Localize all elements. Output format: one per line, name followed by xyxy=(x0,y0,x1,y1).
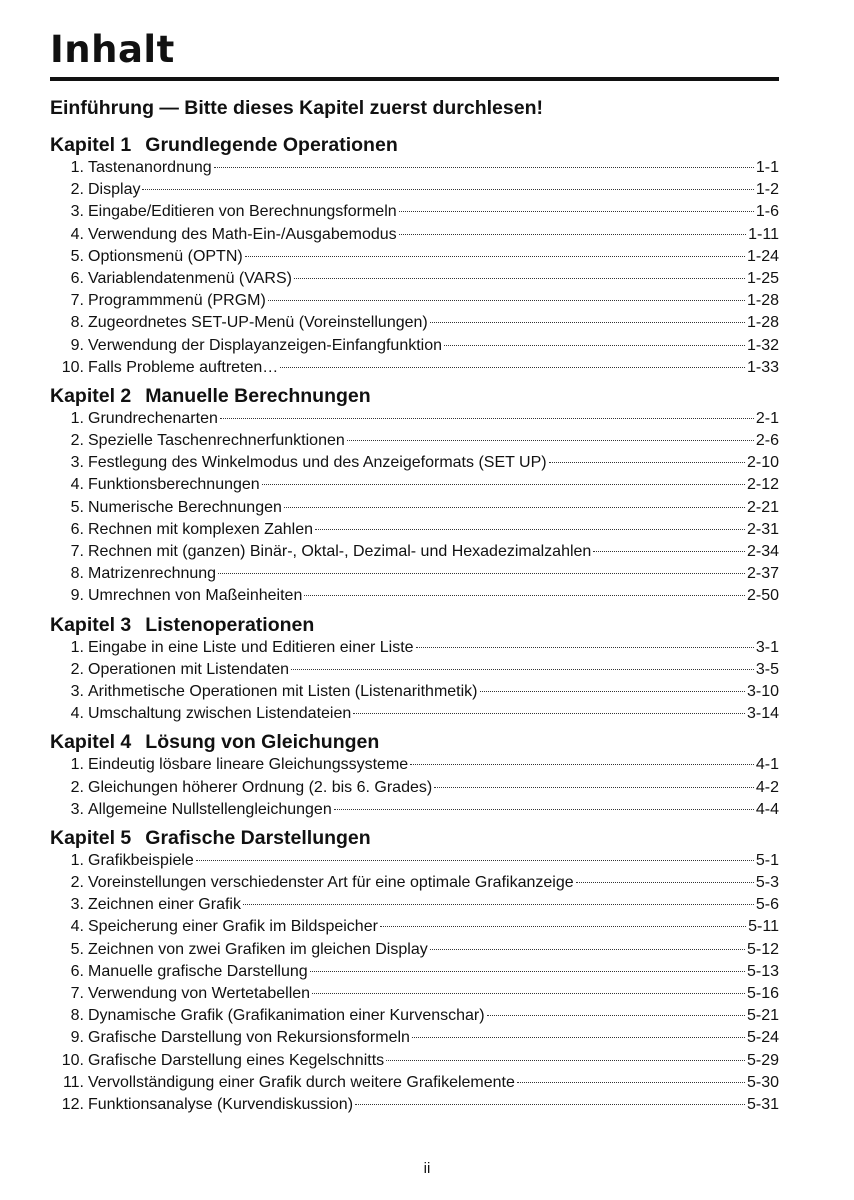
entry-title: Vervollständigung einer Grafik durch weitere Grafikelemente xyxy=(88,1073,515,1091)
dot-leader xyxy=(196,860,754,861)
chapter-title: Manuelle Berechnungen xyxy=(145,384,371,407)
dot-leader xyxy=(444,345,745,346)
chapter-section xyxy=(50,384,779,608)
entry-number: 11. xyxy=(62,1073,84,1091)
dot-leader xyxy=(430,949,745,950)
toc-entry[interactable] xyxy=(50,290,779,312)
entry-page-ref: 1-28 xyxy=(746,292,779,310)
entry-number: 3. xyxy=(70,203,84,221)
entry-title: Allgemeine Nullstellengleichungen xyxy=(88,800,332,818)
entry-title: Rechnen mit komplexen Zahlen xyxy=(88,520,314,538)
entry-number: 1. xyxy=(70,409,84,427)
entry-title: Verwendung des Math-Ein-/Ausgabemodus xyxy=(88,225,397,243)
entry-title: Grafische Darstellung eines Kegelschnitts xyxy=(88,1051,385,1069)
chapter-label: Kapitel 4 xyxy=(50,731,132,754)
table-of-contents xyxy=(50,133,779,1121)
entry-title: Voreinstellungen verschiedenster Art für eine optimale Grafikanzeige xyxy=(88,874,574,892)
toc-entry[interactable] xyxy=(50,1094,779,1116)
entry-page-ref: 2-50 xyxy=(746,587,779,605)
entry-page-ref: 5-16 xyxy=(746,985,779,1002)
entry-number: 3. xyxy=(70,800,84,818)
dot-leader xyxy=(380,926,746,927)
entry-page-ref: 2-37 xyxy=(746,565,779,583)
entry-title: Programmmenü (PRGM) xyxy=(88,292,266,310)
toc-entry[interactable] xyxy=(50,452,779,474)
entry-title: Festlegung des Winkelmodus und des Anzeigeformats (SET UP) xyxy=(88,454,547,472)
entry-page-ref: 2-6 xyxy=(755,432,779,450)
entry-title: Grundrechenarten xyxy=(88,409,218,427)
entry-number: 2. xyxy=(70,778,84,796)
dot-leader xyxy=(549,462,745,463)
entry-number: 4. xyxy=(70,225,84,243)
entry-title: Matrizenrechnung xyxy=(88,565,217,583)
dot-leader xyxy=(245,256,745,257)
entry-number: 3. xyxy=(70,896,84,914)
entry-title: Zeichnen einer Grafik xyxy=(88,896,241,914)
toc-entry[interactable] xyxy=(50,939,779,961)
entry-title: Grafikbeispiele xyxy=(88,851,194,869)
chapter-label: Kapitel 5 xyxy=(50,826,132,849)
chapter-title: Grafische Darstellungen xyxy=(145,826,371,849)
chapter-section xyxy=(50,613,779,726)
entry-title: Falls Probleme auftreten… xyxy=(88,358,279,376)
toc-entry[interactable] xyxy=(50,563,779,585)
dot-leader xyxy=(353,713,745,714)
dot-leader xyxy=(347,440,754,441)
entry-title: Tastenanordnung xyxy=(88,159,212,176)
entry-page-ref: 5-24 xyxy=(746,1029,779,1047)
entry-page-ref: 3-1 xyxy=(755,638,779,656)
page-number: ii xyxy=(423,1160,431,1177)
dot-leader xyxy=(262,484,745,485)
toc-entry[interactable] xyxy=(50,1072,779,1094)
entry-page-ref: 2-1 xyxy=(755,409,779,427)
toc-entry[interactable] xyxy=(50,961,779,983)
entry-number: 9. xyxy=(70,1029,84,1047)
dot-leader xyxy=(517,1082,745,1083)
entry-number: 6. xyxy=(70,520,84,538)
dot-leader xyxy=(434,787,754,788)
dot-leader xyxy=(430,322,745,323)
chapter-heading[interactable] xyxy=(50,613,779,637)
entry-title: Optionsmenü (OPTN) xyxy=(88,247,243,265)
entry-number: 3. xyxy=(70,682,84,700)
toc-entry[interactable] xyxy=(50,246,779,268)
dot-leader xyxy=(386,1060,745,1061)
entry-page-ref: 5-1 xyxy=(755,851,779,869)
entry-page-ref: 1-32 xyxy=(746,336,779,354)
toc-entry[interactable] xyxy=(50,983,779,1005)
entry-page-ref: 2-12 xyxy=(746,476,779,494)
entry-title: Verwendung der Displayanzeigen-Einfangfunktion xyxy=(88,336,443,354)
toc-entry[interactable] xyxy=(50,681,779,703)
entry-number: 4. xyxy=(70,705,84,723)
chapter-title: Lösung von Gleichungen xyxy=(145,731,380,754)
toc-entry[interactable] xyxy=(50,637,779,659)
entry-title: Funktionsberechnungen xyxy=(88,476,260,494)
toc-entry[interactable] xyxy=(50,894,779,916)
entry-number: 7. xyxy=(70,292,84,310)
dot-leader xyxy=(218,573,745,574)
dot-leader xyxy=(416,647,754,648)
entry-number: 1. xyxy=(70,638,84,656)
entry-number: 10. xyxy=(61,1051,84,1069)
chapter-section xyxy=(50,730,779,821)
dot-leader xyxy=(576,882,754,883)
chapter-section xyxy=(50,826,779,1116)
dot-leader xyxy=(593,551,745,552)
entry-title: Variablendatenmenü (VARS) xyxy=(88,269,292,287)
chapter-heading[interactable] xyxy=(50,730,779,754)
entry-page-ref: 1-2 xyxy=(755,181,779,199)
entry-number: 5. xyxy=(70,940,84,958)
toc-entry[interactable] xyxy=(50,659,779,681)
dot-leader xyxy=(315,529,745,530)
toc-entry[interactable] xyxy=(50,408,779,430)
intro-heading[interactable]: Einführung — Bitte dieses Kapitel zuerst durchlesen! xyxy=(50,97,543,119)
entry-number: 6. xyxy=(70,269,84,287)
entry-page-ref: 4-2 xyxy=(755,778,779,796)
entry-number: 5. xyxy=(70,247,84,265)
entry-number: 4. xyxy=(70,918,84,936)
dot-leader xyxy=(487,1015,745,1016)
toc-entry[interactable] xyxy=(50,916,779,938)
entry-title: Zugeordnetes SET-UP-Menü (Voreinstellungen) xyxy=(88,314,428,332)
dot-leader xyxy=(214,167,754,168)
dot-leader xyxy=(243,904,754,905)
entry-page-ref: 5-11 xyxy=(748,918,779,936)
entry-number: 3. xyxy=(70,454,84,472)
entry-title: Eindeutig lösbare lineare Gleichungssysteme xyxy=(88,756,409,774)
dot-leader xyxy=(480,691,745,692)
dot-leader xyxy=(280,367,745,368)
dot-leader xyxy=(220,418,754,419)
entry-title: Verwendung von Wertetabellen xyxy=(88,985,311,1002)
entry-number: 5. xyxy=(70,498,84,516)
entry-title: Zeichnen von zwei Grafiken im gleichen Display xyxy=(88,940,428,958)
entry-page-ref: 1-28 xyxy=(746,314,779,332)
entry-number: 8. xyxy=(70,314,84,332)
toc-entry[interactable] xyxy=(50,519,779,541)
entry-page-ref: 4-1 xyxy=(755,756,779,774)
chapter-label: Kapitel 1 xyxy=(50,134,132,156)
entry-number: 1. xyxy=(70,756,84,774)
entry-page-ref: 5-31 xyxy=(746,1095,779,1113)
entry-title: Manuelle grafische Darstellung xyxy=(88,962,308,980)
dot-leader xyxy=(304,595,745,596)
entry-title: Dynamische Grafik (Grafikanimation einer Kurvenschar) xyxy=(88,1007,485,1025)
entry-page-ref: 5-13 xyxy=(746,962,779,980)
entry-title: Gleichungen höherer Ordnung (2. bis 6. Grades) xyxy=(88,778,433,796)
chapter-label: Kapitel 3 xyxy=(50,613,132,636)
toc-entry[interactable] xyxy=(50,179,779,201)
entry-title: Funktionsanalyse (Kurvendiskussion) xyxy=(88,1095,354,1113)
entry-title: Umschaltung zwischen Listendateien xyxy=(88,705,352,723)
toc-entry[interactable] xyxy=(50,703,779,725)
dot-leader xyxy=(312,993,745,994)
dot-leader xyxy=(310,971,745,972)
toc-entry[interactable] xyxy=(50,268,779,290)
entry-page-ref: 5-12 xyxy=(746,940,779,958)
entry-title: Display xyxy=(88,181,141,199)
entry-page-ref: 2-34 xyxy=(746,543,779,560)
entry-title: Grafische Darstellung von Rekursionsformeln xyxy=(88,1029,410,1047)
dot-leader xyxy=(142,189,753,190)
entry-page-ref: 5-6 xyxy=(755,896,779,914)
entry-page-ref: 1-33 xyxy=(746,358,779,376)
entry-number: 7. xyxy=(70,543,84,560)
chapter-title: Listenoperationen xyxy=(145,613,315,636)
chapter-label: Kapitel 2 xyxy=(50,384,132,407)
entry-page-ref: 1-11 xyxy=(748,225,779,243)
toc-entry[interactable] xyxy=(50,850,779,872)
entry-number: 2. xyxy=(70,660,84,678)
toc-entry[interactable] xyxy=(50,497,779,519)
title-divider xyxy=(50,77,779,81)
toc-entry[interactable] xyxy=(50,474,779,496)
entry-number: 1. xyxy=(70,851,84,869)
entry-page-ref: 5-29 xyxy=(746,1051,779,1069)
toc-entry[interactable] xyxy=(50,430,779,452)
entry-page-ref: 4-4 xyxy=(755,800,779,818)
entry-page-ref: 1-25 xyxy=(746,269,779,287)
chapter-heading[interactable] xyxy=(50,384,779,408)
entry-number: 6. xyxy=(70,962,84,980)
toc-entry[interactable] xyxy=(50,357,779,379)
toc-entry[interactable] xyxy=(50,312,779,334)
dot-leader xyxy=(399,211,754,212)
chapter-title: Grundlegende Operationen xyxy=(145,134,398,156)
dot-leader xyxy=(412,1037,745,1038)
entry-page-ref: 2-31 xyxy=(746,520,779,538)
entry-page-ref: 5-30 xyxy=(746,1073,779,1091)
entry-number: 8. xyxy=(70,1007,84,1025)
entry-number: 2. xyxy=(70,432,84,450)
dot-leader xyxy=(334,809,754,810)
entry-number: 4. xyxy=(70,476,84,494)
dot-leader xyxy=(355,1104,745,1105)
entry-page-ref: 1-24 xyxy=(746,247,779,265)
entry-page-ref: 3-5 xyxy=(755,660,779,678)
entry-title: Operationen mit Listendaten xyxy=(88,660,290,678)
entry-page-ref: 3-10 xyxy=(746,682,779,700)
entry-page-ref: 1-6 xyxy=(755,203,779,221)
entry-page-ref: 5-21 xyxy=(746,1007,779,1025)
entry-number: 2. xyxy=(70,874,84,892)
dot-leader xyxy=(294,278,745,279)
entry-number: 7. xyxy=(70,985,84,1002)
entry-number: 8. xyxy=(70,565,84,583)
entry-number: 9. xyxy=(70,336,84,354)
entry-page-ref: 5-3 xyxy=(755,874,779,892)
dot-leader xyxy=(399,234,747,235)
entry-title: Rechnen mit (ganzen) Binär-, Oktal-, Dezimal- und Hexadezimalzahlen xyxy=(88,543,592,560)
entry-page-ref: 2-21 xyxy=(746,498,779,516)
toc-entry[interactable] xyxy=(50,1005,779,1027)
toc-entry[interactable] xyxy=(50,777,779,799)
entry-number: 9. xyxy=(70,587,84,605)
entry-title: Eingabe in eine Liste und Editieren einer Liste xyxy=(88,638,414,656)
entry-title: Numerische Berechnungen xyxy=(88,498,282,516)
dot-leader xyxy=(291,669,754,670)
entry-title: Umrechnen von Maßeinheiten xyxy=(88,587,303,605)
toc-entry[interactable] xyxy=(50,335,779,357)
entry-number: 10. xyxy=(61,358,84,376)
dot-leader xyxy=(410,764,754,765)
toc-entry[interactable] xyxy=(50,224,779,246)
toc-entry[interactable] xyxy=(50,1050,779,1072)
toc-entry[interactable] xyxy=(50,585,779,607)
entry-number: 1. xyxy=(70,159,84,176)
entry-number: 2. xyxy=(70,181,84,199)
chapter-heading[interactable] xyxy=(50,826,779,850)
toc-entry[interactable] xyxy=(50,157,779,179)
entry-page-ref: 1-1 xyxy=(755,159,779,176)
toc-entry[interactable] xyxy=(50,541,779,563)
entry-title: Speicherung einer Grafik im Bildspeicher xyxy=(88,918,378,936)
entry-title: Eingabe/Editieren von Berechnungsformeln xyxy=(88,203,397,221)
toc-entry[interactable] xyxy=(50,872,779,894)
chapter-section xyxy=(50,133,779,379)
toc-entry[interactable] xyxy=(50,1027,779,1049)
entry-number: 12. xyxy=(61,1095,84,1113)
dot-leader xyxy=(268,300,745,301)
toc-entry[interactable] xyxy=(50,754,779,776)
chapter-heading[interactable] xyxy=(50,133,779,157)
page-title: Inhalt xyxy=(50,28,175,71)
toc-entry[interactable] xyxy=(50,201,779,223)
entry-title: Spezielle Taschenrechnerfunktionen xyxy=(88,432,345,450)
entry-title: Arithmetische Operationen mit Listen (Listenarithmetik) xyxy=(88,682,478,700)
toc-entry[interactable] xyxy=(50,799,779,821)
dot-leader xyxy=(284,507,745,508)
entry-page-ref: 2-10 xyxy=(746,454,779,472)
entry-page-ref: 3-14 xyxy=(746,705,779,723)
